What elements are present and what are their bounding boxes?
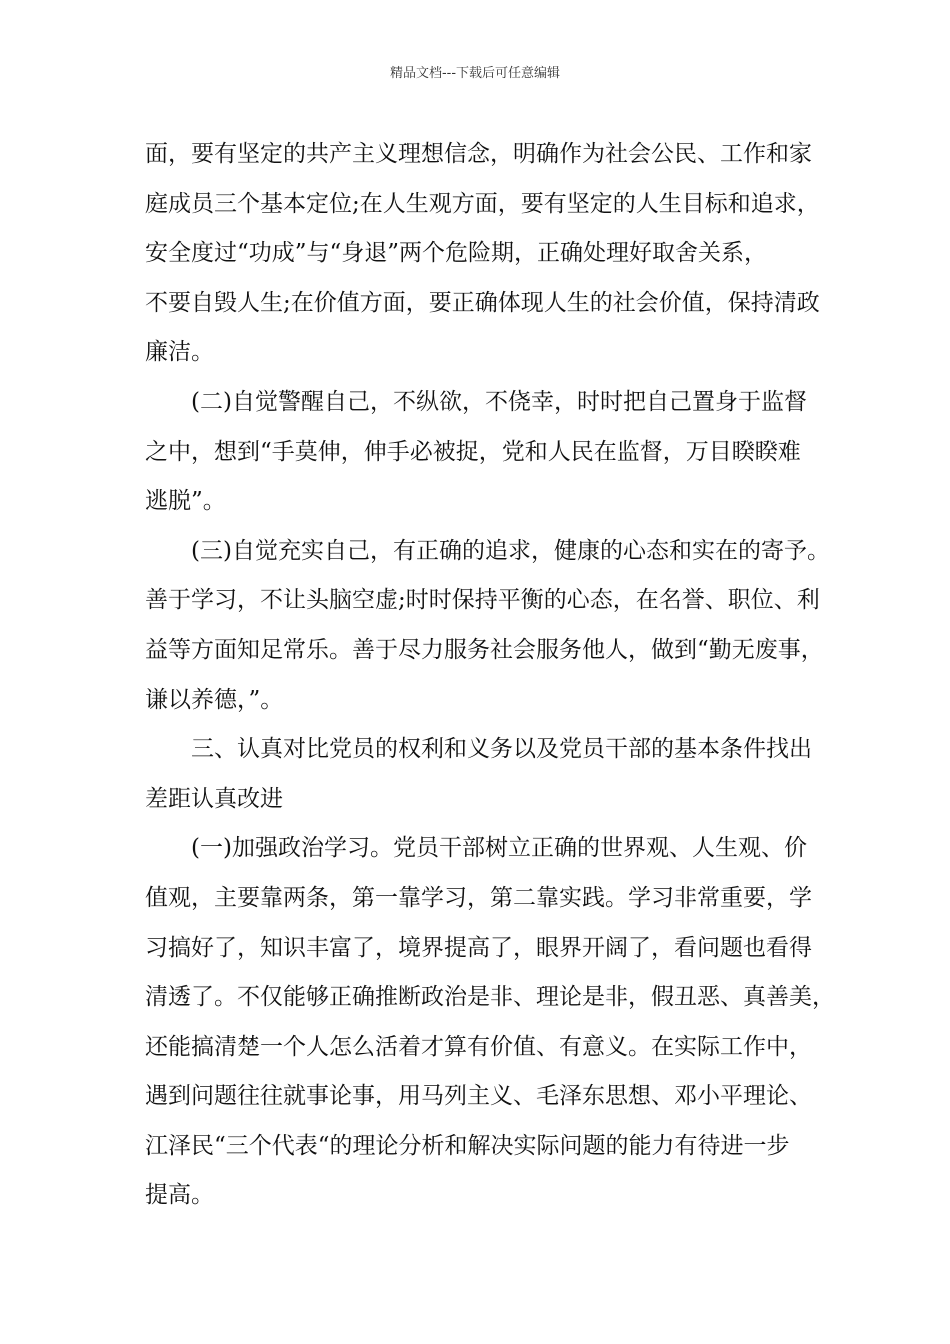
text-line: 善于学习，不让头脑空虚;时时保持平衡的心态，在名誉、职位、利 xyxy=(145,587,820,614)
text-line: (二)自觉警醒自己，不纵欲，不侥幸，时时把自己置身于监督 xyxy=(191,388,807,415)
text-line: 遇到问题往往就事论事，用马列主义、毛泽东思想、邓小平理论、 xyxy=(145,1083,812,1110)
text-line: 逃脱”。 xyxy=(145,488,226,515)
page-header: 精品文档---下载后可任意编辑 xyxy=(389,66,561,81)
text-line: 廉洁。 xyxy=(145,339,214,366)
text-line: 江泽民“三个代表“的理论分析和解决实际问题的能力有待进一步 xyxy=(145,1132,790,1159)
text-line: (三)自觉充实自己，有正确的追求，健康的心态和实在的寄予。 xyxy=(191,537,830,564)
text-line: 习搞好了，知识丰富了，境界提高了，眼界开阔了，看问题也看得 xyxy=(145,934,812,961)
text-line: 益等方面知足常乐。善于尽力服务社会服务他人，做到“勤无废事， xyxy=(145,636,824,663)
text-line: 提高。 xyxy=(145,1182,214,1209)
text-line: 之中，想到“手莫伸，伸手必被捉，党和人民在监督，万目睽睽难 xyxy=(145,438,801,465)
text-line: 谦以养德，”。 xyxy=(145,686,284,713)
text-line: 值观，主要靠两条，第一靠学习，第二靠实践。学习非常重要，学 xyxy=(145,884,812,911)
text-line: 还能搞清楚一个人怎么活着才算有价值、有意义。在实际工作中， xyxy=(145,1033,812,1060)
section-heading: 三、认真对比党员的权利和义务以及党员干部的基本条件找出 xyxy=(191,736,812,763)
text-line: 安全度过“功成”与“身退”两个危险期，正确处理好取舍关系， xyxy=(145,240,768,267)
text-line: 面，要有坚定的共产主义理想信念，明确作为社会公民、工作和家 xyxy=(145,141,812,167)
section-heading: 差距认真改进 xyxy=(145,785,283,812)
text-line: 庭成员三个基本定位;在人生观方面，要有坚定的人生目标和追求， xyxy=(145,190,820,217)
text-line: (一)加强政治学习。党员干部树立正确的世界观、人生观、价 xyxy=(191,835,807,862)
text-line: 不要自毁人生;在价值方面，要正确体现人生的社会价值，保持清政 xyxy=(145,289,820,316)
text-line: 清透了。不仅能够正确推断政治是非、理论是非，假丑恶、真善美， xyxy=(145,984,835,1011)
document-body xyxy=(145,130,835,1221)
